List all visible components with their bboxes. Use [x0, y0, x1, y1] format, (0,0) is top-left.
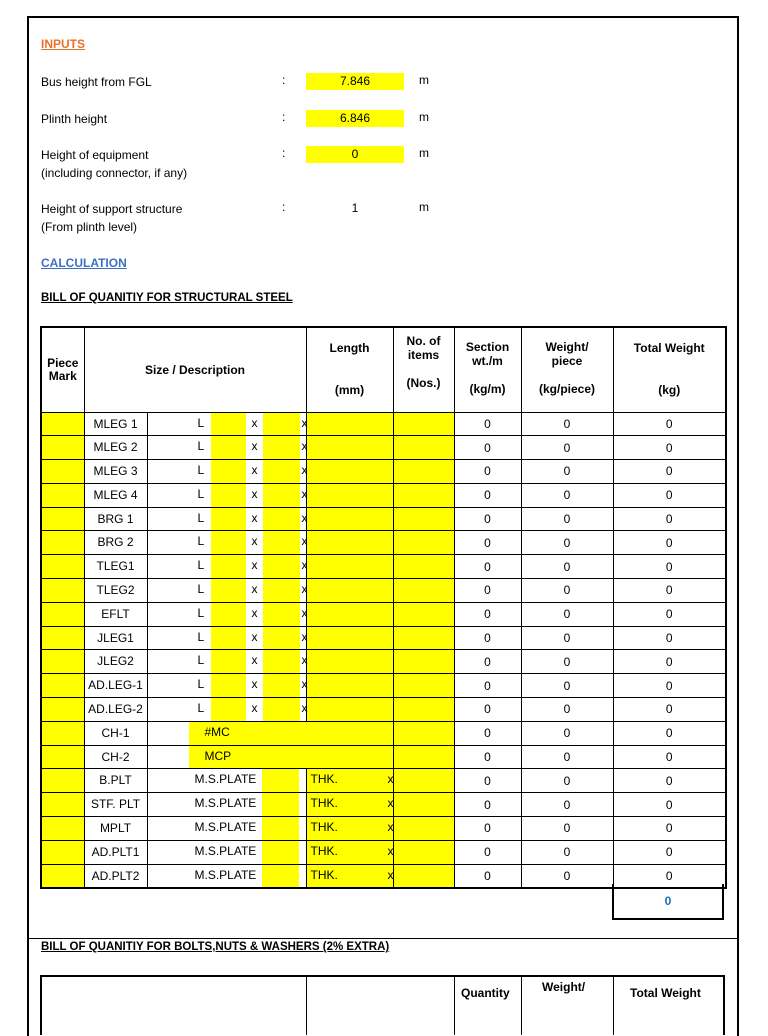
size-description-cell: [84, 817, 394, 841]
input-field[interactable]: [211, 650, 246, 673]
total-weight-cell: 0: [613, 721, 726, 745]
thickness-label: THK.: [310, 820, 338, 835]
section-type-label: L: [197, 582, 205, 597]
piece-mark-cell[interactable]: [41, 745, 84, 769]
size-description-cell: [84, 579, 306, 603]
times-sign: x: [251, 486, 258, 501]
weight-per-piece-cell: 0: [521, 436, 613, 460]
bolts-col-divider: [306, 977, 307, 1035]
piece-mark-cell[interactable]: [41, 626, 84, 650]
total-weight-cell: 0: [613, 555, 726, 579]
table-row: [41, 793, 726, 817]
size-description-cell: [84, 698, 306, 722]
plate-label: M.S.PLATE: [194, 796, 257, 811]
piece-mark-label: MPLT: [85, 817, 148, 840]
times-sign: x: [301, 701, 308, 716]
weight-per-piece-cell: 0: [521, 412, 613, 436]
section-type-label: L: [197, 510, 205, 525]
no-of-items-cell[interactable]: [393, 555, 454, 579]
plate-label: M.S.PLATE: [194, 843, 257, 858]
piece-mark-label: JLEG1: [85, 627, 148, 650]
piece-mark-cell[interactable]: [41, 579, 84, 603]
weight-per-piece-cell: 0: [521, 817, 613, 841]
size-description-cell: [84, 460, 306, 484]
input-field[interactable]: [211, 627, 246, 650]
no-of-items-cell[interactable]: [393, 460, 454, 484]
input-field[interactable]: [313, 650, 350, 673]
calculation-title: CALCULATION: [41, 256, 127, 270]
times-sign: x: [301, 677, 308, 692]
table-row: [41, 721, 726, 745]
input-field[interactable]: [262, 817, 299, 840]
no-of-items-cell[interactable]: [393, 602, 454, 626]
input-field[interactable]: [313, 436, 350, 459]
section-wt-cell: 0: [454, 579, 521, 603]
section-type-label: L: [197, 653, 205, 668]
section-wt-cell: 0: [454, 436, 521, 460]
section-wt-cell: 0: [454, 769, 521, 793]
section-wt-cell: 0: [454, 817, 521, 841]
table-row: [41, 602, 726, 626]
piece-mark-label: CH-1: [85, 722, 148, 745]
piece-mark-cell[interactable]: [41, 840, 84, 864]
input-field[interactable]: [262, 841, 299, 864]
times-sign: x: [387, 820, 394, 835]
table-row: [41, 674, 726, 698]
no-of-items-cell[interactable]: [393, 721, 454, 745]
bolts-header-total: Total Weight: [630, 986, 701, 1000]
piece-mark-label: AD.LEG-1: [85, 674, 148, 697]
no-of-items-cell[interactable]: [393, 626, 454, 650]
times-sign: x: [301, 534, 308, 549]
total-weight-cell: 0: [613, 531, 726, 555]
input-field[interactable]: [211, 603, 246, 626]
input-field[interactable]: [313, 627, 350, 650]
input-field[interactable]: [263, 555, 300, 578]
total-weight-cell: 0: [613, 864, 726, 888]
total-weight-cell: 0: [613, 436, 726, 460]
total-weight-cell: 0: [613, 579, 726, 603]
section-wt-cell: 0: [454, 483, 521, 507]
input-colon: :: [282, 200, 286, 214]
channel-designation: #MC: [204, 724, 230, 739]
times-sign: x: [251, 415, 258, 430]
thickness-label: THK.: [310, 772, 338, 787]
input-field[interactable]: [398, 817, 435, 840]
times-sign: x: [301, 629, 308, 644]
input-field[interactable]: [211, 698, 246, 721]
input-field[interactable]: [398, 865, 435, 888]
plate-label: M.S.PLATE: [194, 820, 257, 835]
inputs-title: INPUTS: [41, 37, 86, 51]
input-colon: :: [282, 146, 286, 160]
size-description-cell: [84, 864, 394, 888]
times-sign: x: [251, 582, 258, 597]
input-field[interactable]: [398, 793, 435, 816]
weight-per-piece-cell: 0: [521, 769, 613, 793]
times-sign: x: [301, 415, 308, 430]
total-weight-cell: 0: [613, 698, 726, 722]
piece-mark-label: TLEG1: [85, 555, 148, 578]
input-field[interactable]: [263, 460, 300, 483]
piece-mark-cell[interactable]: [41, 769, 84, 793]
bolts-col-divider: [521, 977, 522, 1035]
section-wt-cell: 0: [454, 412, 521, 436]
input-field[interactable]: [313, 413, 350, 436]
no-of-items-cell[interactable]: [393, 412, 454, 436]
times-sign: x: [251, 534, 258, 549]
input-field[interactable]: [263, 627, 300, 650]
input-label: Plinth height: [41, 112, 108, 126]
total-weight-cell: 0: [613, 412, 726, 436]
total-weight-cell: 0: [613, 840, 726, 864]
input-field[interactable]: [262, 769, 299, 792]
piece-mark-cell[interactable]: [41, 531, 84, 555]
section-type-label: L: [197, 534, 205, 549]
input-field[interactable]: [313, 603, 350, 626]
input-field[interactable]: [211, 436, 246, 459]
piece-mark-cell[interactable]: [41, 650, 84, 674]
no-of-items-cell[interactable]: [393, 483, 454, 507]
steel-boq-title: BILL OF QUANITIY FOR STRUCTURAL STEEL: [41, 292, 293, 304]
piece-mark-cell[interactable]: [41, 460, 84, 484]
section-wt-cell: 0: [454, 555, 521, 579]
size-description-cell: [84, 602, 306, 626]
header-total-weight: Total Weight (kg): [613, 327, 726, 412]
weight-per-piece-cell: 0: [521, 531, 613, 555]
plate-label: M.S.PLATE: [194, 772, 257, 787]
times-sign: x: [251, 463, 258, 478]
input-field[interactable]: [263, 650, 300, 673]
times-sign: x: [301, 605, 308, 620]
piece-mark-label: MLEG 2: [85, 436, 148, 459]
input-value-field[interactable]: 1: [351, 201, 359, 215]
times-sign: x: [251, 605, 258, 620]
table-row: [41, 626, 726, 650]
weight-per-piece-cell: 0: [521, 650, 613, 674]
table-row: [41, 436, 726, 460]
piece-mark-label: MLEG 3: [85, 460, 148, 483]
input-field[interactable]: [263, 484, 300, 507]
times-sign: x: [387, 772, 394, 787]
section-type-label: L: [197, 629, 205, 644]
piece-mark-label: MLEG 1: [85, 413, 148, 436]
input-field[interactable]: [211, 579, 246, 602]
piece-mark-cell[interactable]: [41, 483, 84, 507]
header-length: Length (mm): [306, 327, 393, 412]
table-row: [41, 555, 726, 579]
input-unit: m: [419, 110, 429, 124]
total-weight-cell: 0: [613, 650, 726, 674]
weight-per-piece-cell: 0: [521, 745, 613, 769]
no-of-items-cell[interactable]: [393, 674, 454, 698]
table-row: [41, 483, 726, 507]
total-weight-cell: 0: [613, 460, 726, 484]
bolts-col-divider: [613, 977, 614, 1035]
size-description-cell: [84, 507, 306, 531]
times-sign: x: [251, 558, 258, 573]
piece-mark-label: MLEG 4: [85, 484, 148, 507]
header-piece-mark: Piece Mark: [41, 327, 84, 412]
weight-per-piece-cell: 0: [521, 674, 613, 698]
input-colon: :: [282, 73, 286, 87]
total-weight-cell: 0: [613, 602, 726, 626]
input-unit: m: [419, 146, 429, 160]
weight-per-piece-cell: 0: [521, 579, 613, 603]
times-sign: x: [251, 701, 258, 716]
section-wt-cell: 0: [454, 531, 521, 555]
piece-mark-cell[interactable]: [41, 864, 84, 888]
header-no-of-items: No. of items (Nos.): [393, 327, 454, 412]
piece-mark-label: TLEG2: [85, 579, 148, 602]
section-wt-cell: 0: [454, 721, 521, 745]
thickness-label: THK.: [310, 796, 338, 811]
weight-per-piece-cell: 0: [521, 460, 613, 484]
input-unit: m: [419, 73, 429, 87]
input-field[interactable]: [313, 555, 350, 578]
times-sign: x: [251, 653, 258, 668]
input-field[interactable]: [398, 769, 435, 792]
total-weight-cell: 0: [613, 483, 726, 507]
section-wt-cell: 0: [454, 507, 521, 531]
piece-mark-cell[interactable]: [41, 555, 84, 579]
section-wt-cell: 0: [454, 602, 521, 626]
times-sign: x: [301, 653, 308, 668]
total-weight-cell: 0: [613, 507, 726, 531]
input-field[interactable]: [313, 508, 350, 531]
table-row: [41, 579, 726, 603]
times-sign: x: [301, 582, 308, 597]
table-row: [41, 460, 726, 484]
input-field[interactable]: [313, 674, 350, 697]
size-description-cell: [84, 840, 394, 864]
bolts-boq-title: BILL OF QUANITIY FOR BOLTS,NUTS & WASHERS (2% EXTRA): [41, 941, 390, 953]
piece-mark-label: BRG 2: [85, 531, 148, 554]
input-field[interactable]: [313, 531, 350, 554]
section-type-label: L: [197, 415, 205, 430]
piece-mark-cell[interactable]: [41, 507, 84, 531]
total-weight-cell: 0: [613, 745, 726, 769]
times-sign: x: [251, 439, 258, 454]
section-wt-cell: 0: [454, 840, 521, 864]
input-field[interactable]: [263, 436, 300, 459]
piece-mark-cell[interactable]: [41, 412, 84, 436]
table-row: [41, 745, 726, 769]
weight-per-piece-cell: 0: [521, 483, 613, 507]
piece-mark-label: B.PLT: [85, 769, 148, 792]
input-field[interactable]: [262, 793, 299, 816]
times-sign: x: [387, 867, 394, 882]
table-row: [41, 698, 726, 722]
input-colon: :: [282, 110, 286, 124]
piece-mark-cell[interactable]: [41, 602, 84, 626]
times-sign: x: [251, 510, 258, 525]
total-weight-cell: 0: [613, 674, 726, 698]
input-field[interactable]: [211, 413, 246, 436]
size-description-cell: [84, 483, 306, 507]
input-value-field[interactable]: 0: [306, 146, 404, 163]
piece-mark-cell[interactable]: [41, 817, 84, 841]
header-section-wt: Section wt./m (kg/m): [454, 327, 521, 412]
section-type-label: L: [197, 701, 205, 716]
section-wt-cell: 0: [454, 864, 521, 888]
input-field[interactable]: [262, 865, 299, 888]
input-field[interactable]: [263, 531, 300, 554]
section-wt-cell: 0: [454, 626, 521, 650]
input-value-field[interactable]: 7.846: [306, 73, 404, 90]
section-type-label: L: [197, 558, 205, 573]
weight-per-piece-cell: 0: [521, 864, 613, 888]
weight-per-piece-cell: 0: [521, 626, 613, 650]
input-field[interactable]: [263, 579, 300, 602]
section-type-label: L: [197, 677, 205, 692]
times-sign: x: [301, 558, 308, 573]
no-of-items-cell[interactable]: [393, 436, 454, 460]
input-unit: m: [419, 200, 429, 214]
bolts-col-divider: [454, 977, 455, 1035]
length-cell[interactable]: [306, 745, 393, 769]
section-wt-cell: 0: [454, 698, 521, 722]
table-row: [41, 650, 726, 674]
header-size-description: Size / Description: [84, 327, 306, 412]
piece-mark-label: EFLT: [85, 603, 148, 626]
input-field[interactable]: [313, 579, 350, 602]
size-description-cell: [84, 769, 394, 793]
grand-total-weight: 0: [612, 884, 724, 920]
input-field[interactable]: [263, 698, 300, 721]
input-field[interactable]: [211, 460, 246, 483]
no-of-items-cell[interactable]: [393, 507, 454, 531]
weight-per-piece-cell: 0: [521, 840, 613, 864]
size-description-cell: [84, 650, 306, 674]
piece-mark-label: BRG 1: [85, 508, 148, 531]
weight-per-piece-cell: 0: [521, 793, 613, 817]
weight-per-piece-cell: 0: [521, 555, 613, 579]
table-row: [41, 817, 726, 841]
total-weight-cell: 0: [613, 626, 726, 650]
input-field[interactable]: [211, 484, 246, 507]
size-description-cell: [84, 531, 306, 555]
no-of-items-cell[interactable]: [393, 531, 454, 555]
times-sign: x: [251, 629, 258, 644]
piece-mark-label: JLEG2: [85, 650, 148, 673]
size-description-cell: [84, 674, 306, 698]
channel-designation: MCP: [204, 748, 232, 763]
section-wt-cell: 0: [454, 745, 521, 769]
input-value-field[interactable]: 6.846: [306, 110, 404, 127]
piece-mark-cell[interactable]: [41, 721, 84, 745]
section-wt-cell: 0: [454, 793, 521, 817]
weight-per-piece-cell: 0: [521, 721, 613, 745]
no-of-items-cell[interactable]: [393, 650, 454, 674]
input-field[interactable]: [211, 531, 246, 554]
times-sign: x: [301, 486, 308, 501]
piece-mark-cell[interactable]: [41, 674, 84, 698]
size-description-cell: [84, 436, 306, 460]
input-label: Height of support structure (From plinth level): [41, 202, 183, 234]
no-of-items-cell[interactable]: [393, 698, 454, 722]
section-wt-cell: 0: [454, 674, 521, 698]
piece-mark-label: CH-2: [85, 746, 148, 769]
input-label: Bus height from FGL: [41, 75, 152, 89]
weight-per-piece-cell: 0: [521, 602, 613, 626]
table-row: [41, 507, 726, 531]
steel-boq-table: [40, 326, 727, 889]
bolts-header-weight: Weight/: [542, 980, 586, 994]
plate-label: M.S.PLATE: [194, 867, 257, 882]
input-field[interactable]: [263, 674, 300, 697]
thickness-label: THK.: [310, 867, 338, 882]
input-field[interactable]: [313, 460, 350, 483]
piece-mark-label: STF. PLT: [85, 793, 148, 816]
input-field[interactable]: [398, 841, 435, 864]
input-field[interactable]: [263, 603, 300, 626]
piece-mark-label: AD.LEG-2: [85, 698, 148, 721]
weight-per-piece-cell: 0: [521, 698, 613, 722]
length-cell[interactable]: [306, 721, 393, 745]
input-field[interactable]: [211, 508, 246, 531]
bolts-header-quantity: Quantity: [461, 986, 510, 1000]
times-sign: x: [387, 843, 394, 858]
size-description-cell: [84, 793, 394, 817]
size-description-cell: [84, 721, 306, 745]
input-label: Height of equipment (including connector, if any): [41, 148, 188, 180]
times-sign: x: [387, 796, 394, 811]
times-sign: x: [251, 677, 258, 692]
section-type-label: L: [197, 463, 205, 478]
size-description-cell: [84, 745, 306, 769]
input-field[interactable]: [313, 484, 350, 507]
table-row: [41, 840, 726, 864]
input-field[interactable]: [313, 698, 350, 721]
input-field[interactable]: [211, 674, 246, 697]
weight-per-piece-cell: 0: [521, 507, 613, 531]
no-of-items-cell[interactable]: [393, 745, 454, 769]
piece-mark-cell[interactable]: [41, 698, 84, 722]
table-row: [41, 412, 726, 436]
piece-mark-cell[interactable]: [41, 793, 84, 817]
bolts-boq-table: [40, 975, 725, 1035]
times-sign: x: [301, 510, 308, 525]
times-sign: x: [301, 463, 308, 478]
input-field[interactable]: [263, 413, 300, 436]
table-row: [41, 769, 726, 793]
section-divider: [29, 938, 739, 939]
size-description-cell: [84, 555, 306, 579]
input-field[interactable]: [211, 555, 246, 578]
thickness-label: THK.: [310, 843, 338, 858]
input-field[interactable]: [263, 508, 300, 531]
size-description-cell: [84, 626, 306, 650]
section-type-label: L: [197, 439, 205, 454]
section-wt-cell: 0: [454, 460, 521, 484]
section-type-label: L: [197, 605, 205, 620]
total-weight-cell: 0: [613, 793, 726, 817]
piece-mark-label: AD.PLT1: [85, 841, 148, 864]
size-description-cell: [84, 412, 306, 436]
no-of-items-cell[interactable]: [393, 579, 454, 603]
total-weight-cell: 0: [613, 817, 726, 841]
total-weight-cell: 0: [613, 769, 726, 793]
piece-mark-cell[interactable]: [41, 436, 84, 460]
table-row: [41, 531, 726, 555]
section-wt-cell: 0: [454, 650, 521, 674]
piece-mark-label: AD.PLT2: [85, 865, 148, 888]
section-type-label: L: [197, 486, 205, 501]
times-sign: x: [301, 439, 308, 454]
header-weight-piece: Weight/ piece (kg/piece): [521, 327, 613, 412]
